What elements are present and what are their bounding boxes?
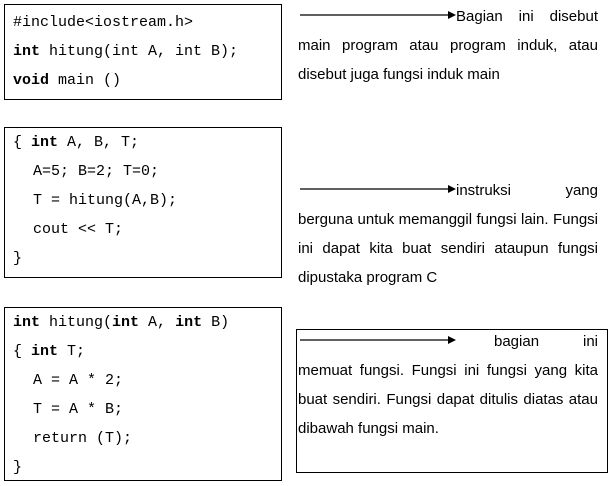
code-line-product: T = A * B; [33,401,124,418]
keyword-int: int [31,134,59,151]
note-instructions [298,176,598,292]
close-brace: } [13,250,23,267]
code-line-call: T = hitung(A,B); [33,192,178,209]
code-line-main [13,66,281,95]
prototype-text: hitung(int A, int B); [40,43,239,60]
signature-part: hitung( [40,314,113,331]
open-brace: { [13,134,32,151]
keyword-int: int [175,314,203,331]
note-first-line [298,2,598,31]
code-line-assign: A=5; B=2; T=0; [33,163,160,180]
declare-text: A, B, T; [58,134,140,151]
note-first-text: bagian ini [494,333,598,350]
code-line-include: #include<iostream.h> [13,14,194,31]
code-block-header [4,4,282,100]
note-rest-text: berguna untuk memanggil fungsi lain. Fungsi ini dapat kita buat sendiri ataupun fungsi dipustaka program C [298,211,598,286]
signature-part: B) [202,314,230,331]
code-line-prototype [13,37,281,66]
arrow-right-icon [298,176,458,205]
declare-text: T; [58,343,86,360]
main-text: main () [49,72,122,89]
note-first-text: instruksi yang [456,182,598,199]
arrow-right-icon [298,2,458,31]
code-block-function [4,307,282,481]
close-brace: } [13,459,23,476]
code-line-multiply: A = A * 2; [33,372,124,389]
code-line-declare [13,128,281,157]
code-line-signature [13,308,281,337]
note-first-line [298,176,598,205]
open-brace: { [13,343,32,360]
code-line-cout: cout << T; [33,221,124,238]
note-function [298,327,598,443]
keyword-int: int [31,343,59,360]
code-line-declare [13,337,281,366]
code-line-return: return (T); [33,430,133,447]
keyword-int: int [13,43,41,60]
note-first-text: Bagian ini disebut [456,8,598,25]
note-first-line [298,327,598,356]
keyword-int: int [112,314,140,331]
note-rest-text: main program atau program induk, atau disebut juga fungsi induk main [298,37,598,83]
keyword-void: void [13,72,50,89]
signature-part: A, [139,314,176,331]
note-rest-text: memuat fungsi. Fungsi ini fungsi yang kita buat sendiri. Fungsi dapat ditulis diatas atau dibawah fungsi main. [298,362,598,437]
keyword-int: int [13,314,41,331]
note-main-program [298,2,598,89]
code-block-main-body [4,127,282,278]
arrow-right-icon [298,327,458,356]
